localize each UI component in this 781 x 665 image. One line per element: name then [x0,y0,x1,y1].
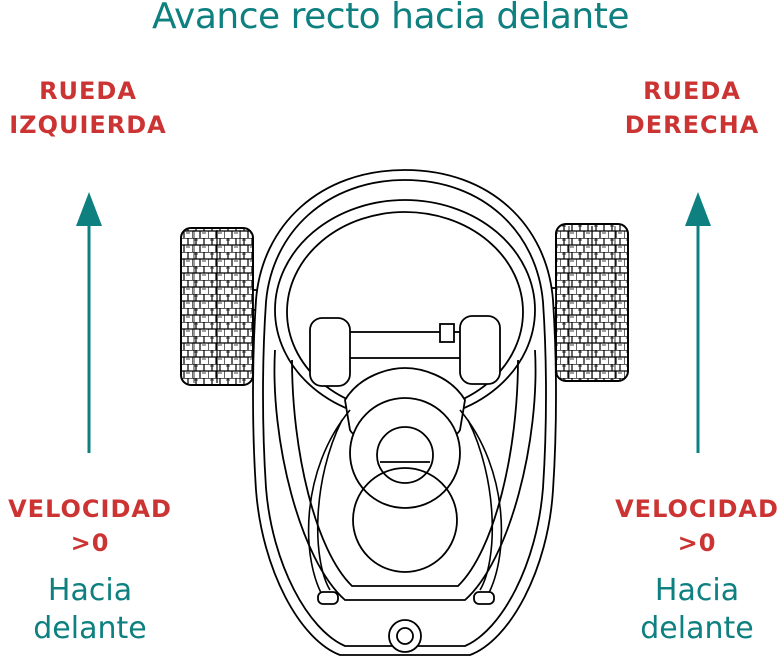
left-wheel [181,228,253,385]
left-wheel-label-line1: RUEDA [39,77,137,105]
right-wheel [556,224,628,381]
right-speed-label-line2: >0 [677,529,717,557]
left-arrow [76,192,102,453]
left-speed-label-line1: VELOCIDAD [8,495,172,523]
right-speed-label-line1: VELOCIDAD [615,495,779,523]
left-speed-label-line2: >0 [70,529,110,557]
right-direction-label-line1: Hacia [654,573,740,608]
right-arrow [685,192,711,453]
right-direction-label-line2: delante [640,611,754,646]
right-wheel-label-line2: DERECHA [624,111,760,139]
robot-body [253,170,556,655]
right-wheel-label-line1: RUEDA [643,77,741,105]
diagram-title: Avance recto hacia delante [152,0,629,37]
left-direction-label-line1: Hacia [47,573,133,608]
left-wheel-label-line2: IZQUIERDA [9,111,167,139]
left-direction-label-line2: delante [33,611,147,646]
